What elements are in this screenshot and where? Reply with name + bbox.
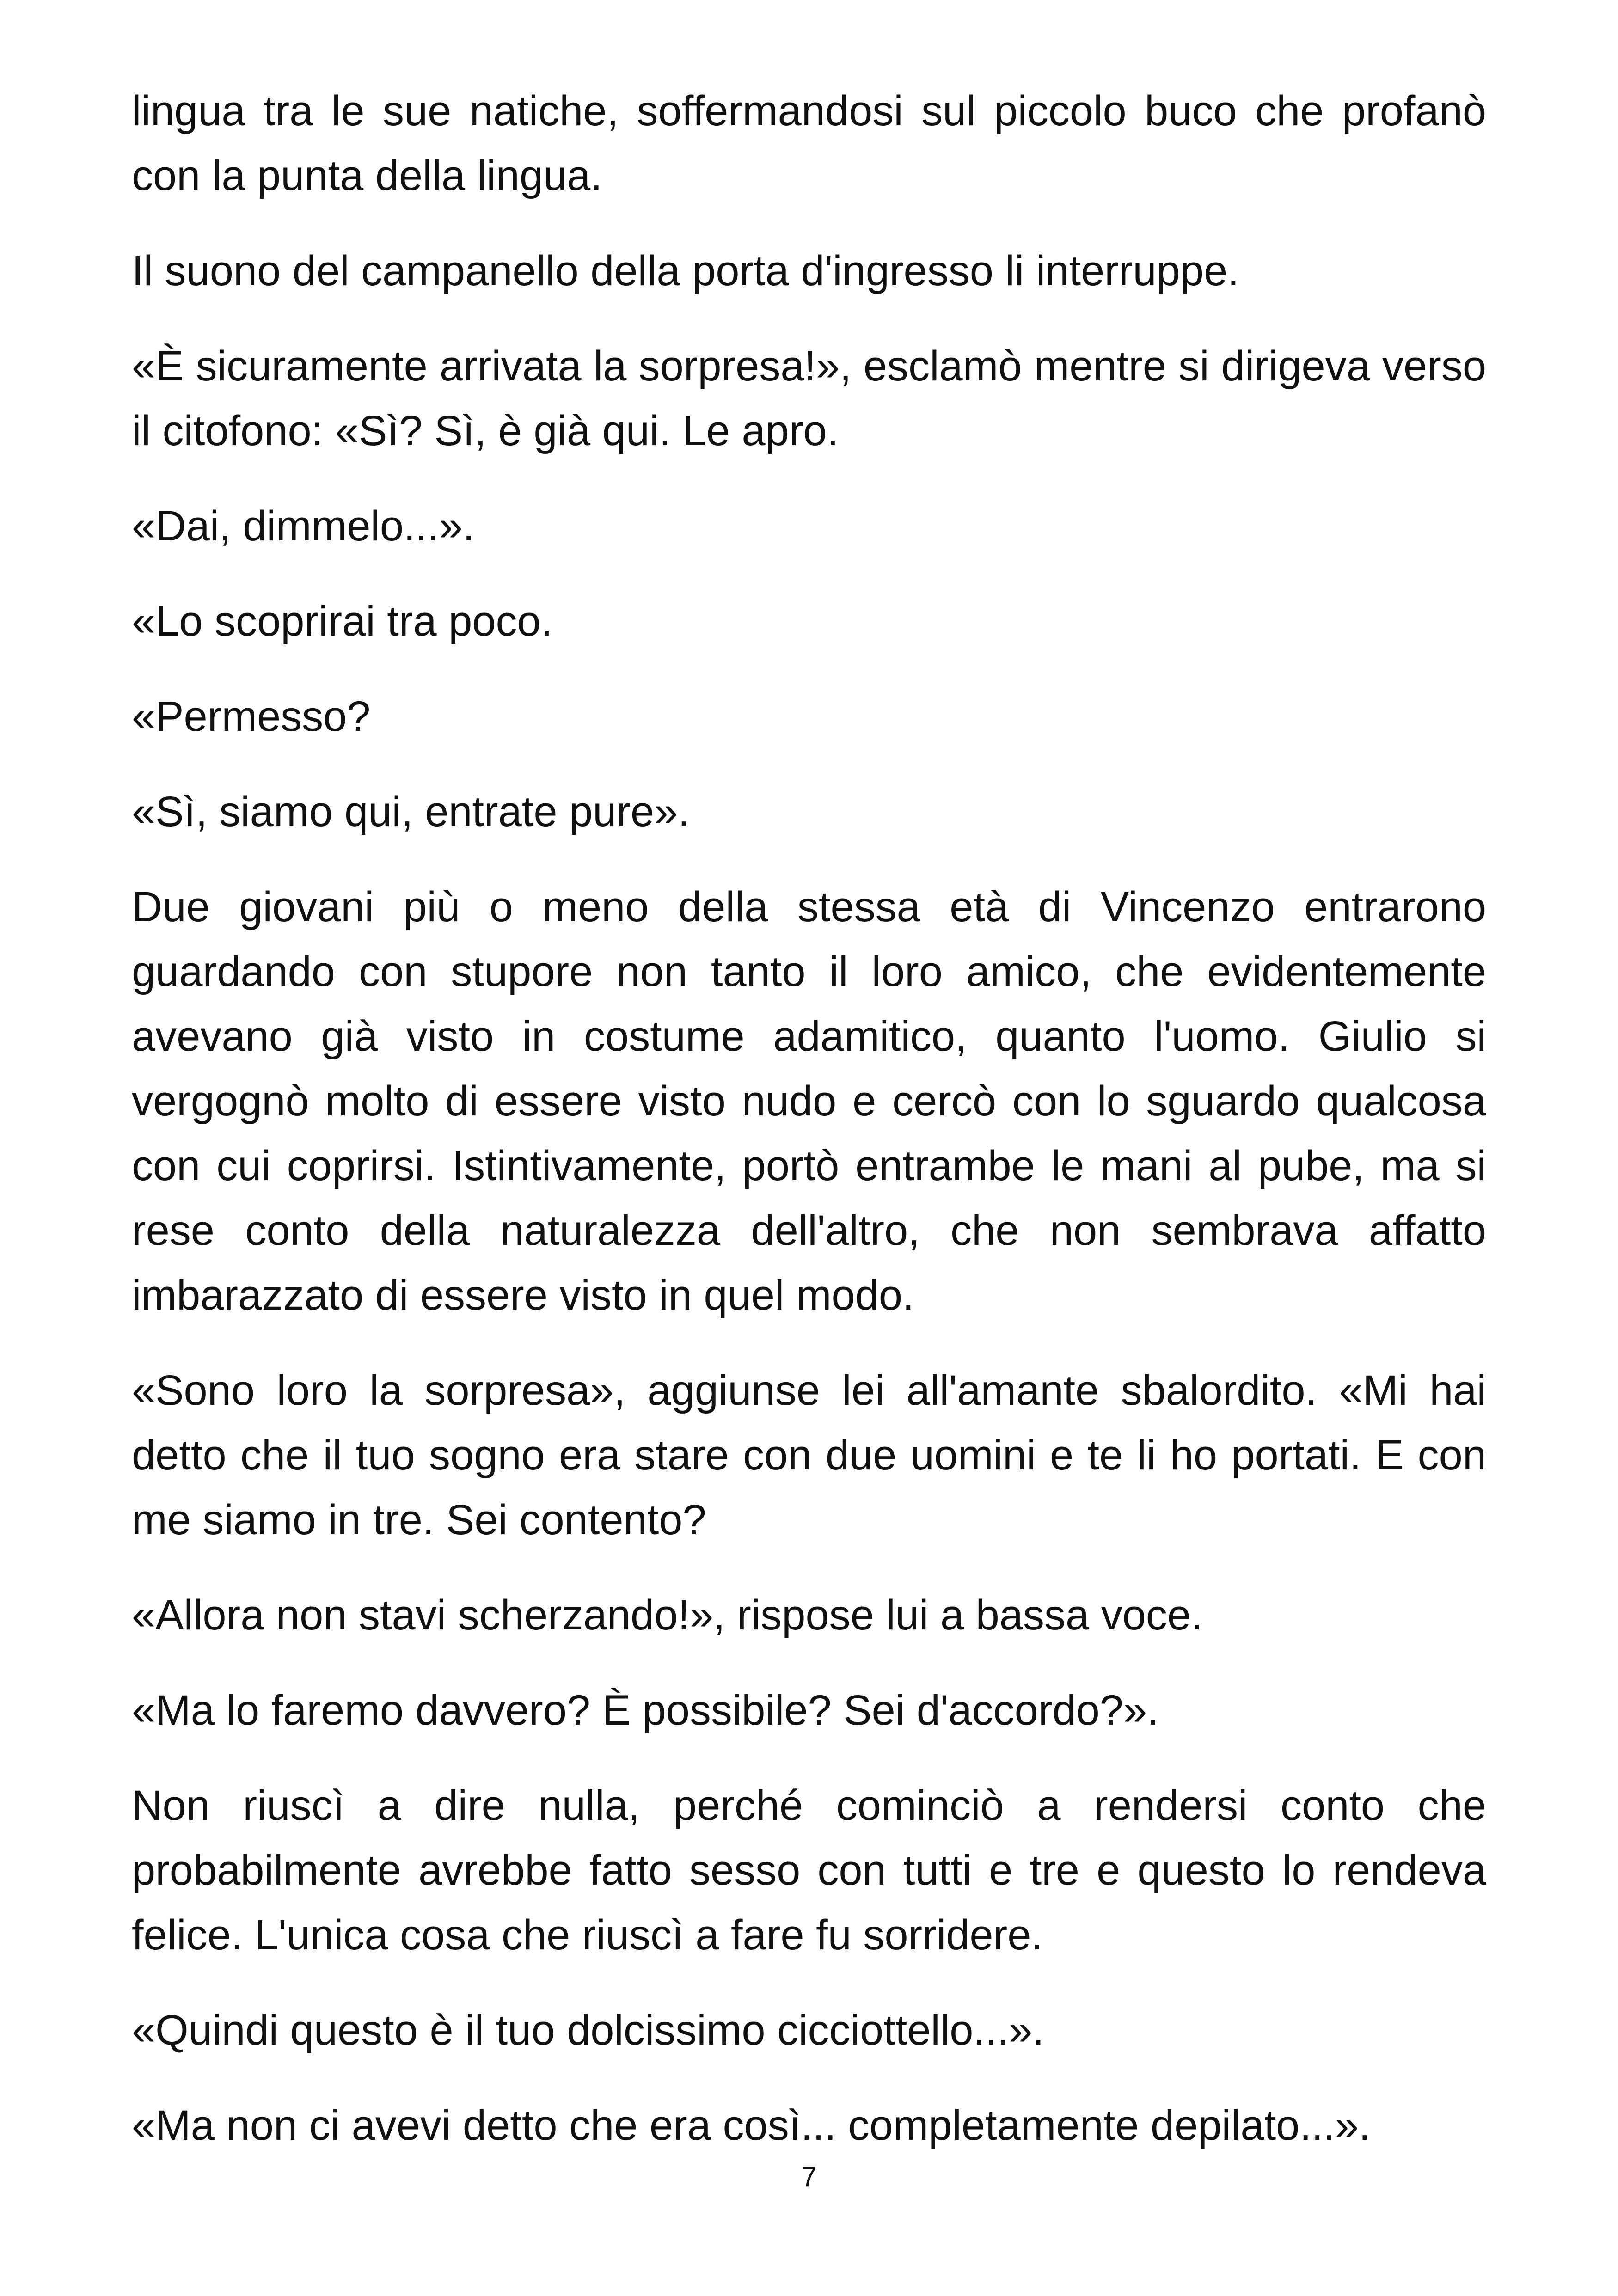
paragraph: «Permesso? bbox=[132, 693, 371, 740]
paragraph: Il suono del campanello della porta d'ingresso li interruppe. bbox=[132, 247, 1239, 294]
page-body bbox=[132, 79, 1486, 2188]
page-number: 7 bbox=[801, 2161, 817, 2193]
paragraph: «È sicuramente arrivata la sorpresa!», esclamò mentre si dirigeva verso il citofono: «Sì? Sì, è già qui. Le apro. bbox=[132, 343, 1486, 454]
paragraph: «Allora non stavi scherzando!», rispose lui a bassa voce. bbox=[132, 1592, 1203, 1639]
paragraph: Non riuscì a dire nulla, perché cominciò a rendersi conto che probabilmente avrebbe fatto sesso con tutti e tre e questo lo rendeva felice. L'unica cosa che riuscì a fare fu sorridere. bbox=[132, 1782, 1486, 1959]
paragraph: Due giovani più o meno della stessa età di Vincenzo entrarono guardando con stupore non tanto il loro amico, che evidentemente avevano già visto in costume adamitico, quanto l'uomo. Giulio si vergognò molto di essere visto nudo e cercò con lo sguardo qualcosa con cui coprirsi. Istintivamente, portò entrambe le mani al pube, ma si rese conto della naturalezza dell'altro, che non sembrava affatto imbarazzato di essere visto in quel modo. bbox=[132, 883, 1486, 1319]
paragraph: «Sì, siamo qui, entrate pure». bbox=[132, 788, 690, 835]
paragraph: «Ma lo faremo davvero? È possibile? Sei d'accordo?». bbox=[132, 1687, 1159, 1734]
paragraph: «Sono loro la sorpresa», aggiunse lei all'amante sbalordito. «Mi hai detto che il tuo sogno era stare con due uomini e te li ho portati. E con me siamo in tre. Sei contento? bbox=[132, 1367, 1486, 1543]
paragraph: lingua tra le sue natiche, soffermandosi sul piccolo buco che profanò con la punta della lingua. bbox=[132, 87, 1486, 199]
paragraph: «Ma non ci avevi detto che era così... completamente depilato...». bbox=[132, 2102, 1371, 2149]
paragraph: «Lo scoprirai tra poco. bbox=[132, 598, 553, 645]
paragraph: «Quindi questo è il tuo dolcissimo cicciottello...». bbox=[132, 2007, 1044, 2054]
paragraph: «Dai, dimmelo...». bbox=[132, 502, 475, 550]
